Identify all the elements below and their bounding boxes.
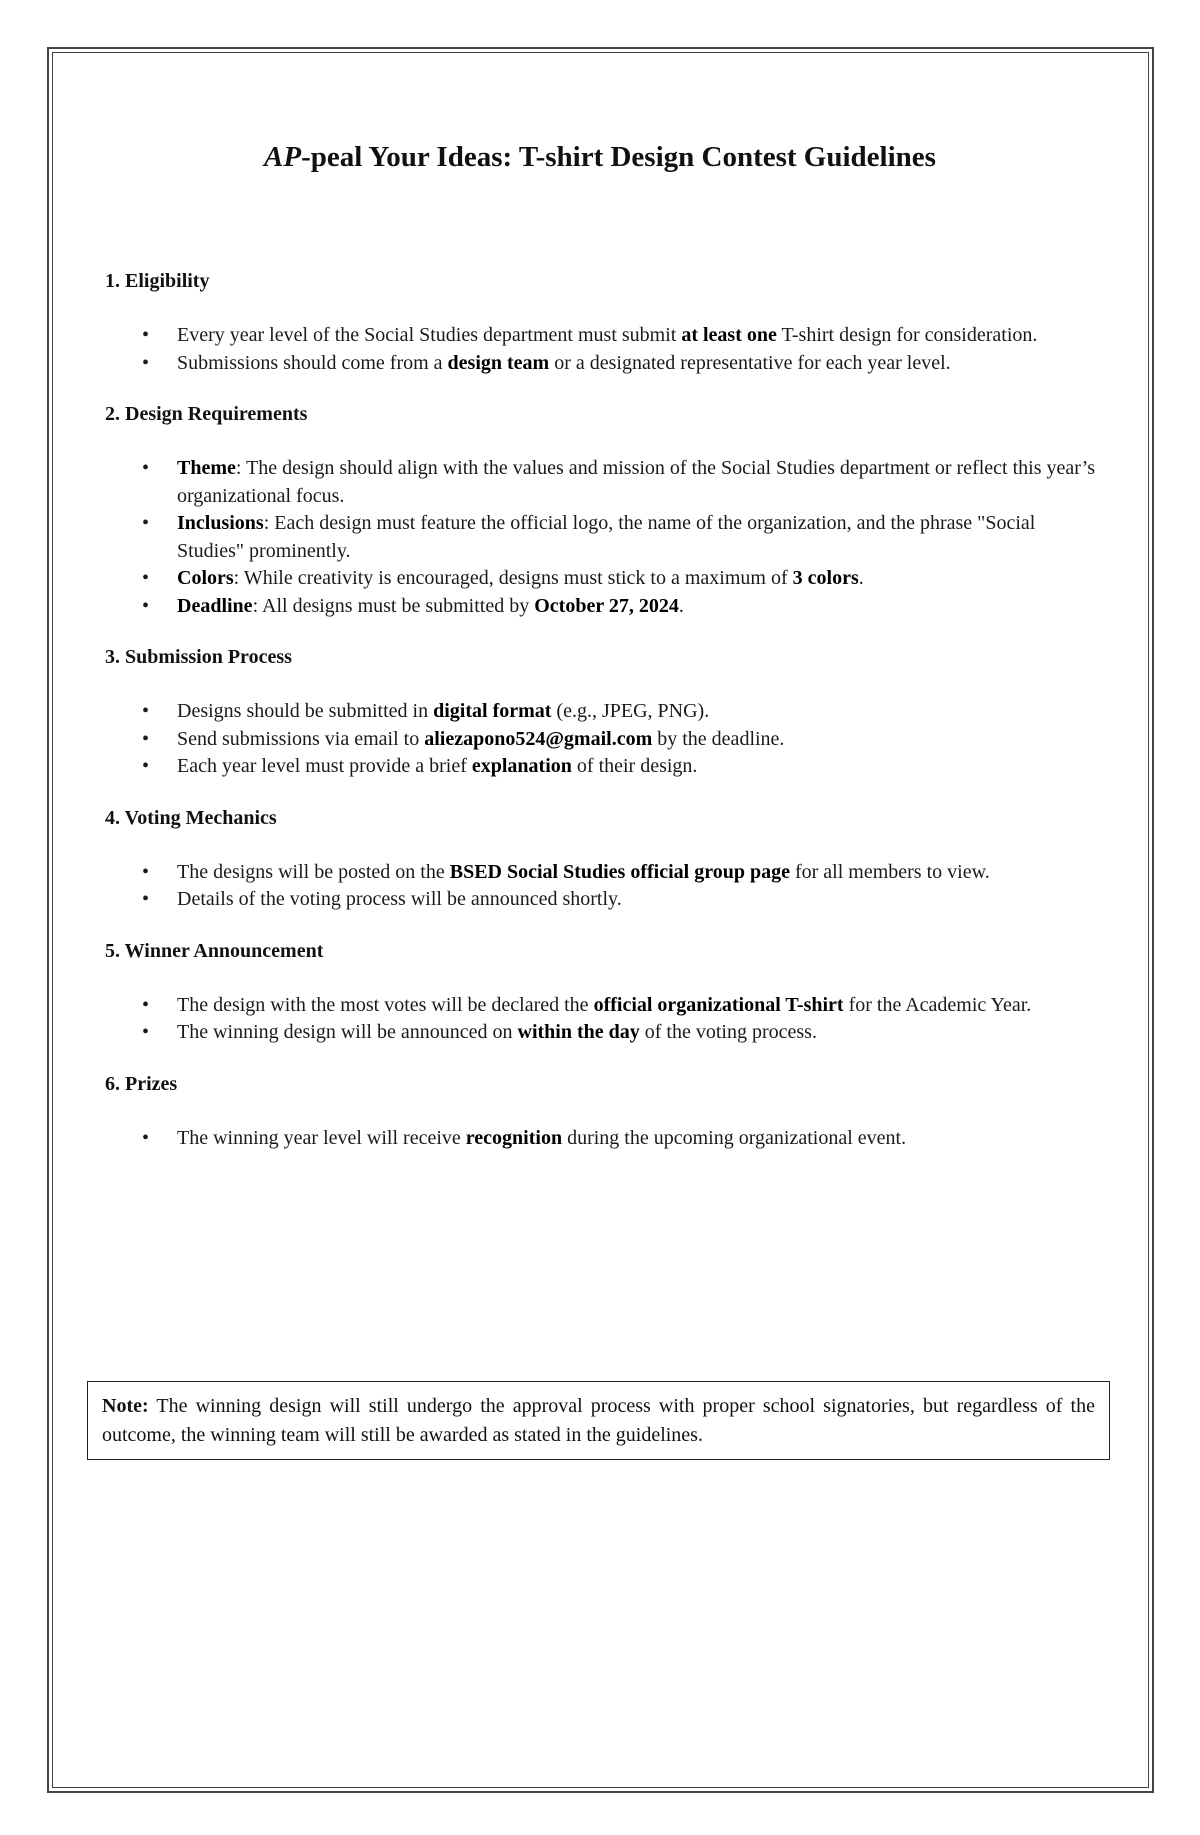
list-item [177, 698, 1105, 726]
bold-text: Theme [177, 457, 236, 479]
bold-text: digital format [433, 700, 552, 722]
body-text: . [858, 567, 864, 589]
guideline-section [105, 1069, 1105, 1153]
bullet-list [105, 992, 1105, 1047]
list-item [177, 455, 1105, 510]
document-title [0, 141, 1200, 174]
body-text: T-shirt design for consideration. [776, 324, 1038, 346]
bullet-list [105, 698, 1105, 781]
guideline-section [105, 803, 1105, 914]
section-heading: 6. Prizes [105, 1072, 178, 1095]
bold-text: Colors [177, 567, 234, 589]
guideline-section [105, 399, 1105, 620]
body-text: during the upcoming organizational event. [562, 1126, 907, 1149]
body-text: . [678, 594, 684, 617]
title-italic-part: AP [264, 141, 302, 173]
bold-text: 3 colors [792, 567, 859, 589]
body-text: Each year level must provide a brief [177, 755, 472, 777]
body-text: of their design. [571, 755, 698, 777]
section-heading: 2. Design Requirements [105, 403, 308, 425]
bold-text: recognition [465, 1126, 563, 1149]
bold-text: within the day [517, 1021, 640, 1043]
body-text: for all members to view. [789, 860, 990, 883]
section-heading: 1. Eligibility [105, 270, 210, 292]
body-text: or a designated representative for each year level. [549, 351, 951, 374]
list-item [177, 593, 1105, 621]
body-text: The design with the most votes will be declared the [177, 993, 594, 1016]
bullet-list [105, 455, 1105, 620]
list-item [177, 565, 1105, 593]
list-item [177, 1125, 1105, 1153]
body-text: : Each design must feature the official logo, the name of the organization, and the phrase "Social Studies" prominently. [177, 512, 1036, 562]
bullet-list [105, 859, 1105, 914]
bold-text: Inclusions [177, 512, 264, 534]
note-label: Note: [102, 1395, 149, 1417]
body-text: Designs should be submitted in [177, 700, 434, 722]
body-text: The designs will be posted on the [177, 860, 450, 883]
bullet-list [105, 1125, 1105, 1153]
list-item [177, 886, 1105, 914]
list-item [177, 322, 1105, 350]
note-text: The winning design will still undergo the approval process with proper school signatories, but regardless of the outcome, the winning team will still be awarded as stated in the guidelines. [102, 1395, 1095, 1446]
section-heading: 3. Submission Process [105, 646, 292, 668]
bold-text: Deadline [177, 594, 253, 617]
bold-text: October 27, 2024 [534, 594, 679, 617]
guideline-section [105, 936, 1105, 1047]
bold-text: at least one [681, 324, 777, 346]
list-item [177, 753, 1105, 781]
title-rest: -peal Your Ideas: T-shirt Design Contest Guidelines [301, 141, 936, 173]
list-item [177, 992, 1105, 1020]
body-text: Submissions should come from a [177, 351, 448, 374]
guidelines-body [105, 266, 1105, 1174]
guideline-section [105, 642, 1105, 781]
body-text: of the voting process. [639, 1021, 817, 1043]
body-text: The winning design will be announced on [177, 1021, 518, 1043]
list-item [177, 510, 1105, 565]
body-text: (e.g., JPEG, PNG). [551, 700, 710, 722]
bold-text: explanation [471, 755, 572, 777]
list-item [177, 726, 1105, 754]
body-text: by the deadline. [652, 727, 785, 750]
bold-text: aliezapono524@gmail.com [424, 727, 653, 750]
body-text: for the Academic Year. [843, 993, 1032, 1016]
list-item [177, 859, 1105, 887]
guideline-section [105, 266, 1105, 377]
list-item [177, 350, 1105, 378]
bold-text: BSED Social Studies official group page [449, 860, 790, 883]
list-item [177, 1019, 1105, 1047]
body-text: The winning year level will receive [177, 1126, 466, 1149]
bold-text: design team [447, 351, 550, 374]
section-heading: 5. Winner Announcement [105, 939, 324, 962]
bullet-list [105, 322, 1105, 377]
body-text: : While creativity is encouraged, designs must stick to a maximum of [233, 567, 793, 589]
body-text: Send submissions via email to [177, 727, 425, 750]
section-heading: 4. Voting Mechanics [105, 806, 277, 829]
note-box [87, 1381, 1110, 1460]
body-text: : All designs must be submitted by [252, 594, 535, 617]
body-text: Every year level of the Social Studies department must submit [177, 324, 682, 346]
bold-text: official organizational T-shirt [593, 993, 844, 1016]
body-text: Details of the voting process will be announced shortly. [177, 888, 622, 910]
body-text: : The design should align with the values and mission of the Social Studies department or reflect this year’s organizational focus. [177, 457, 1095, 507]
